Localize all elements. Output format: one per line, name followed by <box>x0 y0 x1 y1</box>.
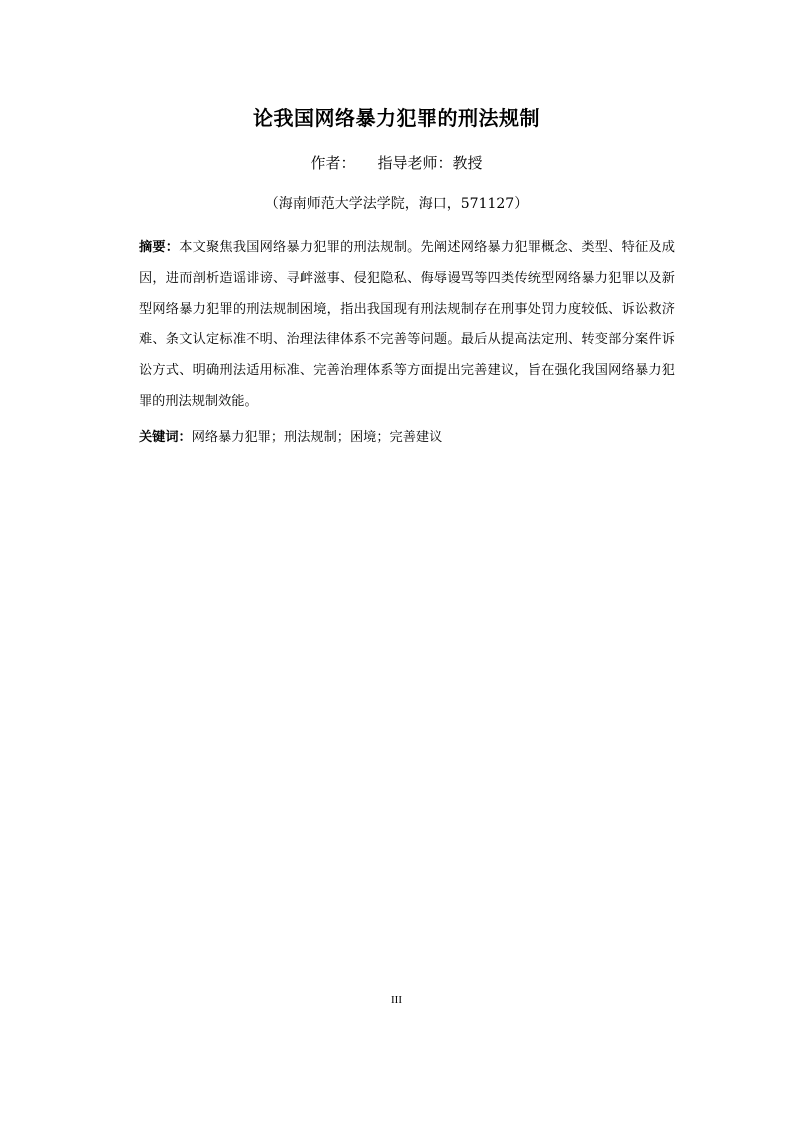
keywords-text: 网络暴力犯罪；刑法规制；困境；完善建议 <box>191 430 443 445</box>
page-number: III <box>391 994 402 1006</box>
keywords-label: 关键词： <box>139 430 192 445</box>
keywords <box>139 426 675 450</box>
advisor-text: 指导老师：教授 <box>377 154 483 172</box>
abstract-text: 本文聚焦我国网络暴力犯罪的刑法规制。先阐述网络暴力犯罪概念、类型、特征及成因，进而剖析造谣诽谤、寻衅滋事、侵犯隐私、侮辱谩骂等四类传统型网络暴力犯罪以及新型网络暴力犯罪的刑法规制困境，指出我国现有刑法规制存在刑事处罚力度较低、诉讼救济难、条文认定标准不明、治理法律体系不完善等问题。最后从提高法定刑、转变部分案件诉讼方式、明确刑法适用标准、完善治理体系等方面提出完善建议，旨在强化我国网络暴力犯罪的刑法规制效能。 <box>139 240 675 409</box>
author-label: 作者： <box>310 154 356 172</box>
author-line <box>0 152 793 173</box>
abstract-label: 摘要： <box>139 240 180 255</box>
affiliation: （海南师范大学法学院，海口，571127） <box>264 196 529 212</box>
abstract <box>139 233 675 418</box>
paper-title: 论我国网络暴力犯罪的刑法规制 <box>253 106 540 130</box>
